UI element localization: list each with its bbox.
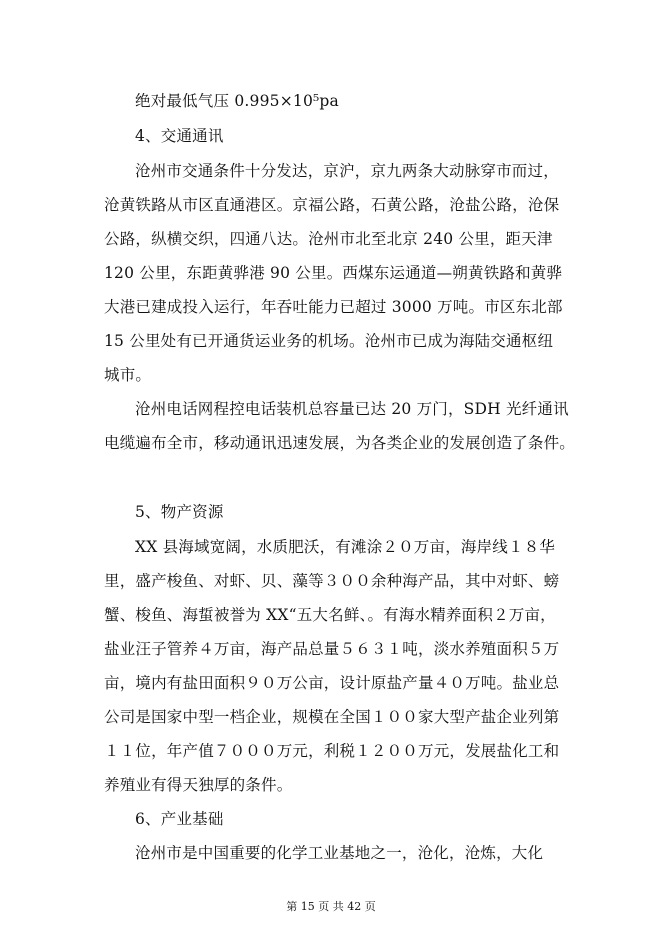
telecom-line-2: 电缆遍布全市，移动通讯迅速发展，为各类企业的发展创造了条件。 <box>104 434 576 452</box>
transport-line-3: 公路，纵横交织，四通八达。沧州市北至北京 240 公里，距天津 <box>104 230 553 248</box>
resources-line-3: 蟹、梭鱼、海蜇被誉为 XX“五大名鲜、。有海水精养面积２万亩， <box>104 606 556 624</box>
transport-line-1: 沧州市交通条件十分发达，京沪，京九两条大动脉穿市而过， <box>135 162 559 180</box>
section-5-heading: 5、物产资源 <box>135 503 224 521</box>
resources-line-2: 里，盛产梭鱼、对虾、贝、藻等３００余种海产品，其中对虾、螃 <box>104 572 560 590</box>
transport-line-6: 15 公里处有已开通货运业务的机场。沧州市已成为海陆交通枢纽 <box>104 332 554 350</box>
section-6-heading: 6、产业基础 <box>135 810 224 828</box>
resources-line-7: １１位，年产值７０００万元，利税１２００万元，发展盐化工和 <box>104 742 560 760</box>
telecom-line-1: 沧州电话网程控电话装机总容量已达 20 万门，SDH 光纤通讯 <box>135 400 569 418</box>
resources-line-5: 亩，境内有盐田面积９０万公亩，设计原盐产量４０万吨。盐业总 <box>104 674 560 692</box>
resources-line-4: 盐业汪子管养４万亩，海产品总量５６３１吨，淡水养殖面积５万 <box>104 640 560 658</box>
pressure-line: 绝对最低气压 0.995×10⁵pa <box>135 92 339 110</box>
resources-line-6: 公司是国家中型一档企业，规模在全国１００家大型产盐企业列第 <box>104 708 560 726</box>
transport-line-4: 120 公里，东距黄骅港 90 公里。西煤东运通道—朔黄铁路和黄骅 <box>104 264 563 282</box>
industry-line-1: 沧州市是中国重要的化学工业基地之一，沧化，沧炼，大化 <box>135 844 544 862</box>
transport-line-2: 沧黄铁路从市区直通港区。京福公路，石黄公路，沧盐公路，沧保 <box>104 196 560 214</box>
page-footer: 第 15 页 共 42 页 <box>286 900 376 913</box>
section-4-heading: 4、交通通讯 <box>135 127 224 145</box>
transport-line-5: 大港已建成投入运行，年吞吐能力已超过 3000 万吨。市区东北部 <box>104 298 563 316</box>
transport-line-7: 城市。 <box>104 366 152 384</box>
resources-line-8: 养殖业有得天独厚的条件。 <box>104 776 293 794</box>
resources-line-1: XX 县海域宽阔，水质肥沃，有滩涂２０万亩，海岸线１８华 <box>135 538 556 556</box>
